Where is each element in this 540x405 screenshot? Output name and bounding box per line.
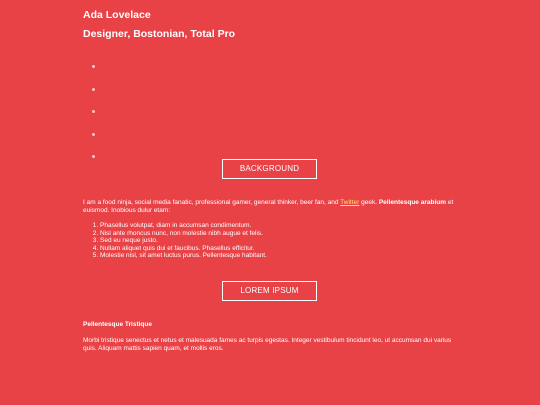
steps-list — [83, 222, 267, 260]
profile-tagline: Designer, Bostonian, Total Pro — [83, 28, 236, 40]
bullet-icon — [92, 155, 95, 158]
intro-paragraph — [83, 199, 455, 215]
bullet-icon — [92, 133, 95, 136]
intro-text: I am a food ninja, social media fanatic, professional gamer, general thinker, beer fan, and — [83, 199, 341, 206]
twitter-link[interactable]: Twitter — [340, 199, 360, 206]
section-body-text: Morbi tristique senectus et netus et malesuada fames ac turpis egestas. Integer vestibulum tincidunt leo, ut accumsan dui varius quis. Aliquam mattis sapien quam, et mollis eros. — [83, 337, 452, 352]
profile-name: Ada Lovelace — [83, 9, 151, 21]
social-link-2[interactable] — [83, 85, 123, 108]
list-item: 1. Phasellus volutpat, diam in accumsan condimentum. — [100, 222, 267, 230]
intro-text-after-link: geek. — [359, 199, 379, 206]
list-item: 2. Nisl ante rhoncus nunc, non molestie nibh augue et felis. — [100, 230, 267, 238]
intro-bold-text: Pellentesque arabium — [378, 199, 447, 206]
social-link-1[interactable] — [83, 62, 123, 85]
intro-text-end: et euismod. Inobious dulur etam: — [83, 199, 454, 214]
social-link-4[interactable] — [83, 130, 123, 153]
list-item: 5. Molestie nisl, sit amet luctus purus. Pellentesque habitant. — [100, 252, 267, 260]
bullet-icon — [92, 65, 95, 68]
bullet-icon — [92, 110, 95, 113]
lorem-ipsum-section-button[interactable]: LOREM IPSUM — [222, 281, 317, 301]
list-item: 4. Nullam aliquet quis dui et faucibus. Phasellus efficitur. — [100, 245, 267, 253]
social-links-list — [83, 62, 123, 175]
list-item: 3. Sed eu neque justo. — [100, 237, 267, 245]
social-link-3[interactable] — [83, 107, 123, 130]
background-section-button[interactable]: BACKGROUND — [222, 159, 317, 179]
social-link-5[interactable] — [83, 152, 123, 175]
section-subheading: Pellentesque Tristique — [83, 321, 152, 328]
bullet-icon — [92, 88, 95, 91]
